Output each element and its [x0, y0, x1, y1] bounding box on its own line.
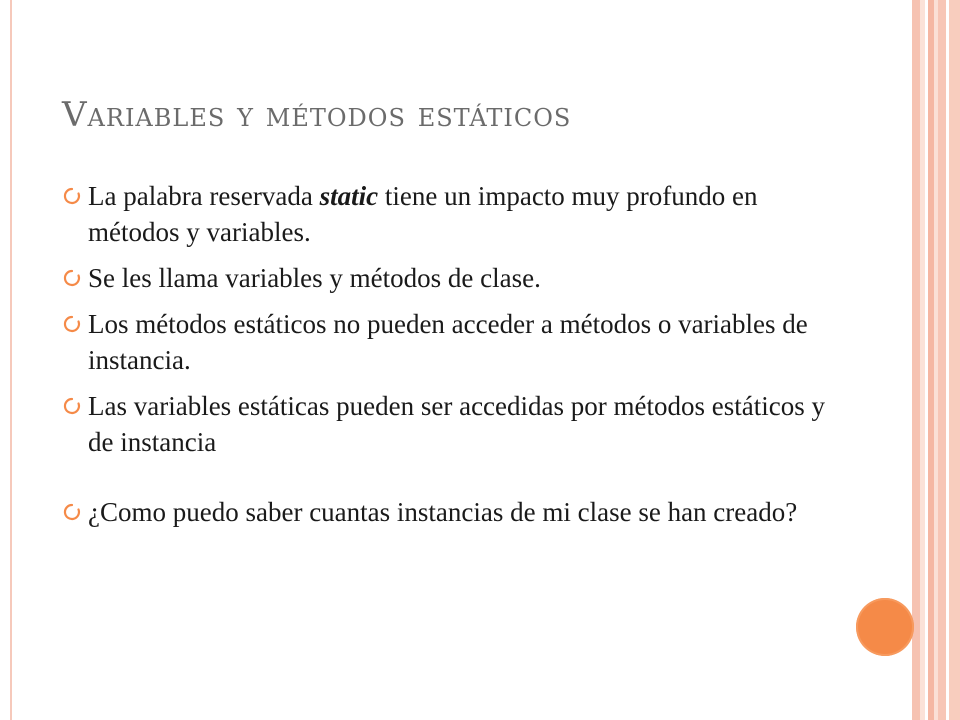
bullet-item [62, 178, 852, 250]
bullet-marker-icon [62, 314, 82, 334]
bullet-list [62, 178, 852, 540]
stripe [949, 0, 960, 720]
bullet-marker-icon [62, 268, 82, 288]
bullet-text: Las variables estáticas pueden ser accedidas por métodos estáticos y de instancia [88, 391, 825, 457]
bullet-text: Los métodos estáticos no pueden acceder a métodos o variables de instancia. [88, 309, 808, 375]
stripe [912, 0, 920, 720]
bullet-item [62, 494, 852, 530]
bullet-marker-icon [62, 396, 82, 416]
bullet-marker-icon [62, 502, 82, 522]
bullet-item [62, 306, 852, 378]
bullet-text-before: La palabra reservada [88, 181, 320, 211]
stripe [938, 0, 946, 720]
slide-title: Variables y métodos estáticos [62, 95, 572, 135]
bullet-text-after: tiene un impacto muy profundo en métodos y variables. [88, 181, 758, 247]
bullet-item [62, 260, 852, 296]
bullet-item [62, 388, 852, 460]
bullet-text: ¿Como puedo saber cuantas instancias de mi clase se han creado? [88, 497, 798, 527]
left-border-decoration [0, 0, 12, 720]
right-stripe-decoration [912, 0, 960, 720]
orange-circle-decoration [856, 598, 914, 656]
keyword-static: static [319, 181, 379, 211]
bullet-text: Se les llama variables y métodos de clase. [88, 263, 541, 293]
bullet-marker-icon [62, 186, 82, 206]
